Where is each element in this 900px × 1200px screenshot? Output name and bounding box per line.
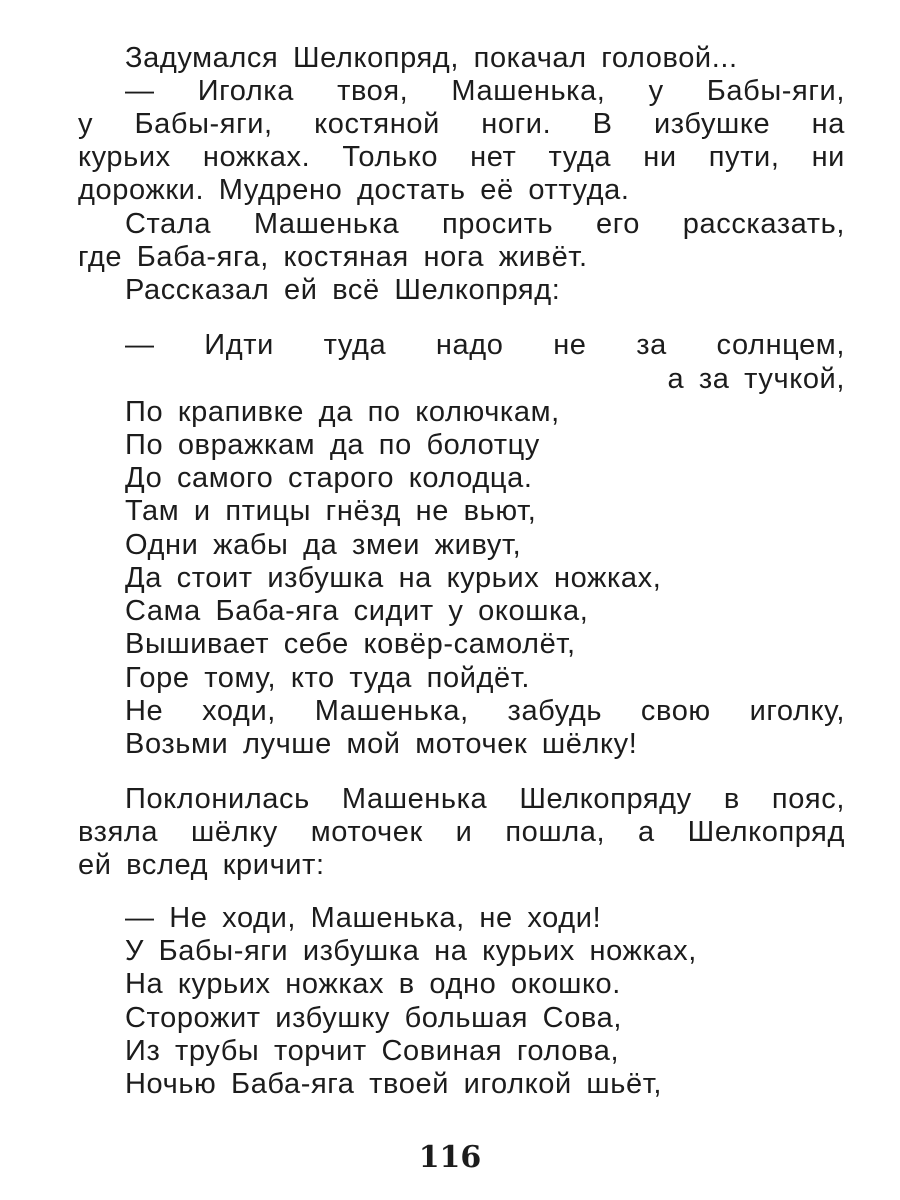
- text-line: взяла шёлку моточек и пошла, а Шелкопряд: [78, 816, 845, 848]
- verse-line: — Не ходи, Машенька, не ходи!: [125, 902, 602, 934]
- verse-line: Горе тому, кто туда пойдёт.: [125, 662, 531, 694]
- verse-line: Не ходи, Машенька, забудь свою иголку,: [125, 695, 845, 727]
- text-line: у Бабы-яги, костяной ноги. В избушке на: [78, 108, 845, 140]
- verse-line: Да стоит избушка на курьих ножках,: [125, 562, 662, 594]
- text-line: Стала Машенька просить его рассказать,: [125, 208, 845, 240]
- text-line: — Иголка твоя, Машенька, у Бабы-яги,: [125, 75, 845, 107]
- text-line: где Баба-яга, костяная нога живёт.: [78, 241, 588, 273]
- text-line: дорожки. Мудрено достать её оттуда.: [78, 174, 630, 206]
- verse-line: Из трубы торчит Совиная голова,: [125, 1035, 620, 1067]
- verse-line: — Идти туда надо не за солнцем,: [125, 329, 845, 361]
- verse-line: Вышивает себе ковёр-самолёт,: [125, 628, 576, 660]
- verse-line: Там и птицы гнёзд не вьют,: [125, 495, 537, 527]
- verse-line: Одни жабы да змеи живут,: [125, 529, 522, 561]
- verse-line: а за тучкой,: [667, 363, 845, 395]
- verse-line: До самого старого колодца.: [125, 462, 533, 494]
- verse-line: Сторожит избушку большая Сова,: [125, 1002, 622, 1034]
- verse-line: На курьих ножках в одно окошко.: [125, 968, 621, 1000]
- verse-line: Возьми лучше мой моточек шёлку!: [125, 728, 638, 760]
- verse-line: По крапивке да по колючкам,: [125, 396, 560, 428]
- text-line: ей вслед кричит:: [78, 849, 325, 881]
- text-line: Задумался Шелкопряд, покачал головой...: [125, 42, 738, 74]
- verse-line: По овражкам да по болотцу: [125, 429, 540, 461]
- verse-line: Ночью Баба-яга твоей иголкой шьёт,: [125, 1068, 663, 1100]
- text-line: Рассказал ей всё Шелкопряд:: [125, 274, 561, 306]
- text-line: курьих ножках. Только нет туда ни пути, ни: [78, 141, 845, 173]
- verse-line: У Бабы-яги избушка на курьих ножках,: [125, 935, 697, 967]
- text-line: Поклонилась Машенька Шелкопряду в пояс,: [125, 783, 845, 815]
- page-number: 116: [418, 1140, 482, 1175]
- verse-line: Сама Баба-яга сидит у окошка,: [125, 595, 589, 627]
